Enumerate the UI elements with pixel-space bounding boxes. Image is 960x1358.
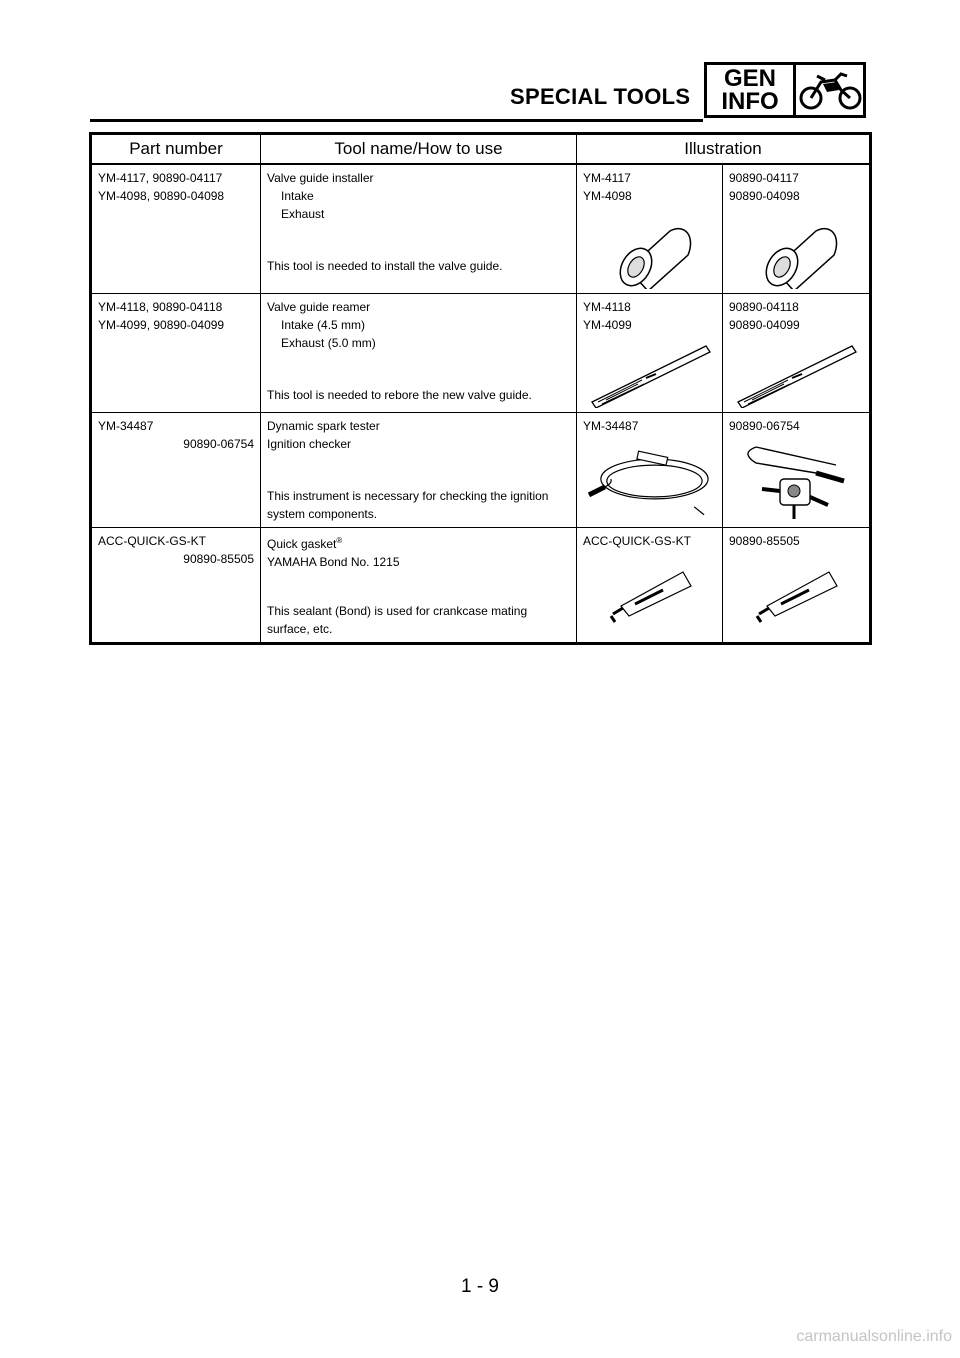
- tool-variant: YAMAHA Bond No. 1215: [267, 555, 400, 569]
- illustration-label: YM-4117: [583, 171, 631, 185]
- tool-cell: [261, 528, 577, 644]
- part-number: ACC-QUICK-GS-KT: [98, 534, 206, 548]
- badge-line-1: GEN: [723, 65, 776, 92]
- illustration-cell: [723, 164, 871, 294]
- part-number-cell: [91, 164, 261, 294]
- illustration-cell: [577, 528, 723, 644]
- part-number: YM-4117, 90890-04117: [98, 171, 223, 185]
- table-row: [91, 528, 871, 644]
- illustration-cell: [723, 413, 871, 528]
- illustration-cell: [577, 413, 723, 528]
- part-number: YM-4098, 90890-04098: [98, 189, 225, 203]
- spark-tester-icon: [729, 439, 863, 523]
- tool-usage: This sealant (Bond) is used for crankcase mating surface, etc.: [267, 604, 528, 636]
- tool-variant: Exhaust: [281, 207, 325, 221]
- header-part-number: Part number: [91, 134, 261, 165]
- badge-text: [707, 65, 796, 115]
- tool-usage: This tool is needed to install the valve guide.: [267, 259, 503, 273]
- part-number: YM-4099, 90890-04099: [98, 318, 225, 332]
- table-row: [91, 294, 871, 413]
- illustration-cell: [723, 294, 871, 413]
- tool-cell: [261, 294, 577, 413]
- header-illustration: Illustration: [577, 134, 871, 165]
- illustration-label: YM-4099: [583, 318, 632, 332]
- illustration-cell: [577, 294, 723, 413]
- illustration-label: 90890-04098: [729, 189, 800, 203]
- part-number: 90890-85505: [183, 552, 254, 566]
- tool-variant: Ignition checker: [267, 437, 352, 451]
- special-tools-table: [89, 132, 872, 645]
- valve-guide-installer-icon: [583, 209, 716, 289]
- valve-guide-installer-icon: [729, 209, 863, 289]
- part-number-cell: [91, 528, 261, 644]
- illustration-cell: [577, 164, 723, 294]
- watermark: carmanualsonline.info: [796, 1328, 952, 1345]
- tool-variant: Exhaust (5.0 mm): [281, 336, 376, 350]
- illustration-label: 90890-04099: [729, 318, 800, 332]
- page-number: 1 - 9: [460, 1276, 500, 1297]
- valve-guide-reamer-icon: [583, 338, 716, 408]
- tool-name: Quick gasket®: [267, 536, 343, 551]
- table-row: [91, 413, 871, 528]
- table-row: [91, 164, 871, 294]
- spark-tester-icon: [583, 439, 716, 519]
- illustration-label: 90890-06754: [729, 419, 800, 433]
- part-number-cell: [91, 294, 261, 413]
- header-tool-name: Tool name/How to use: [261, 134, 577, 165]
- tool-cell: [261, 164, 577, 294]
- motorcycle-icon: [796, 65, 863, 115]
- part-number: YM-4118, 90890-04118: [98, 300, 223, 314]
- sealant-tube-icon: [583, 568, 716, 624]
- page-title: SPECIAL TOOLS: [510, 84, 691, 109]
- tool-variant: Intake: [281, 189, 314, 203]
- illustration-label: ACC-QUICK-GS-KT: [583, 534, 691, 548]
- illustration-label: 90890-85505: [729, 534, 800, 548]
- tool-name: Valve guide reamer: [267, 300, 371, 314]
- tool-usage: This instrument is necessary for checking the ignition system components.: [267, 489, 549, 521]
- tool-variant: Intake (4.5 mm): [281, 318, 366, 332]
- section-badge: [704, 62, 866, 118]
- valve-guide-reamer-icon: [729, 338, 863, 408]
- table-header-row: [91, 134, 871, 165]
- illustration-cell: [723, 528, 871, 644]
- illustration-label: YM-4098: [583, 189, 632, 203]
- registered-mark: ®: [336, 536, 343, 545]
- badge-line-2: INFO: [721, 88, 779, 115]
- part-number-cell: [91, 413, 261, 528]
- illustration-label: 90890-04118: [729, 300, 799, 314]
- tool-name: Valve guide installer: [267, 171, 374, 185]
- illustration-label: 90890-04117: [729, 171, 799, 185]
- part-number: 90890-06754: [183, 437, 254, 451]
- part-number: YM-34487: [98, 419, 154, 433]
- tool-cell: [261, 413, 577, 528]
- illustration-label: YM-4118: [583, 300, 631, 314]
- illustration-label: YM-34487: [583, 419, 639, 433]
- tool-name: Dynamic spark tester: [267, 419, 380, 433]
- sealant-tube-icon: [729, 568, 863, 624]
- header-rule: [90, 119, 703, 122]
- tool-usage: This tool is needed to rebore the new valve guide.: [267, 388, 532, 402]
